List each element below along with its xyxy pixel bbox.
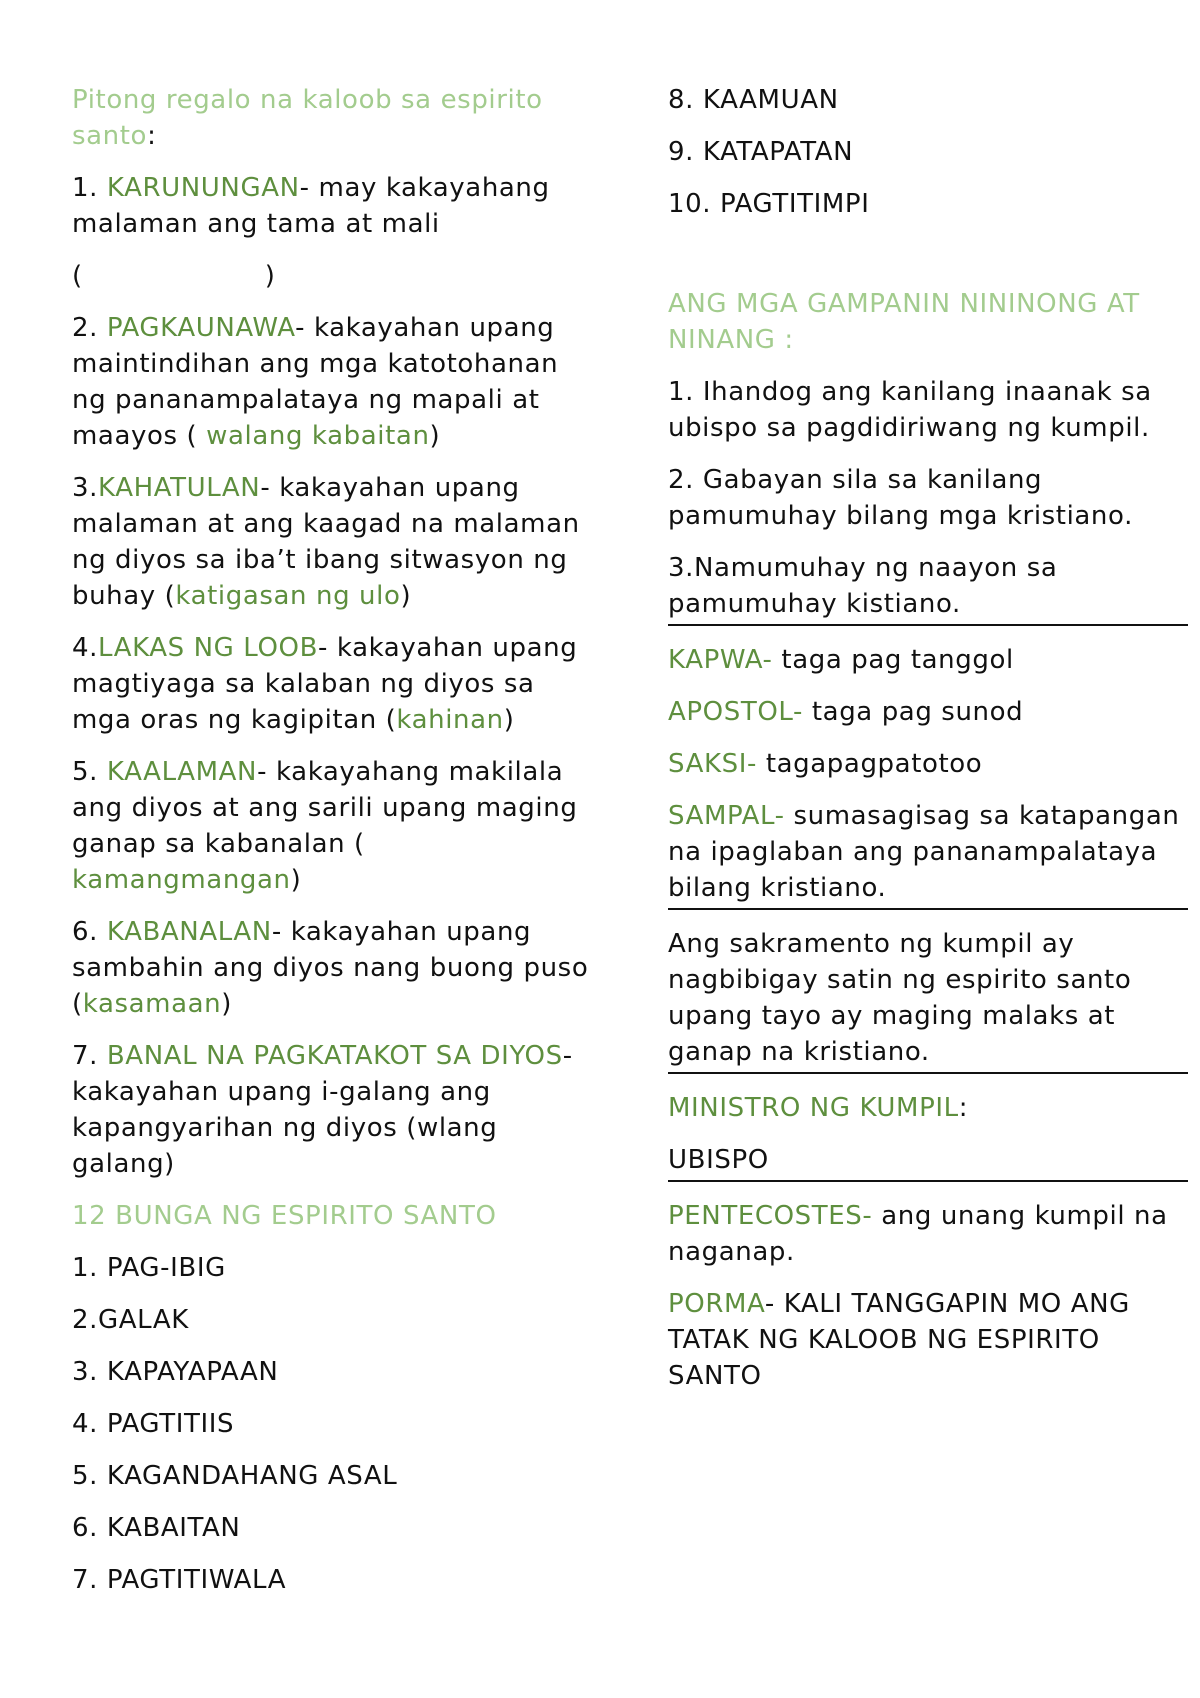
gift-item-6: 6. KABANALAN- kakayahan upang sambahin ang diyos nang buong puso (kasamaan) [72, 917, 589, 1019]
fruit-item: 1. PAG-IBIG [72, 1253, 226, 1283]
left-column [72, 82, 597, 1614]
sponsor-duty: 3.Namumuhay ng naayon sa pamumuhay kistiano. [668, 550, 1188, 626]
sponsors-heading: ANG MGA GAMPANIN NININONG AT NINANG : [668, 289, 1140, 355]
role-sampal: SAMPAL- sumasagisag sa katapangan na ipaglaban ang pananampalataya bilang kristiano. [668, 798, 1188, 910]
gifts-heading: Pitong regalo na kaloob sa espirito santo: [72, 85, 543, 151]
role-apostol: APOSTOL- taga pag sunod [668, 697, 1024, 727]
gift-item-4: 4.LAKAS NG LOOB- kakayahan upang magtiyaga sa kalaban ng diyos sa mga oras ng kagipitan (kahinan) [72, 633, 578, 735]
fruit-item: 6. KABAITAN [72, 1513, 241, 1543]
fruit-item: 5. KAGANDAHANG ASAL [72, 1461, 398, 1491]
gift-item-1: 1. KARUNUNGAN- may kakayahang malaman ang tama at mali [72, 173, 550, 239]
gift-item-2: 2. PAGKAUNAWA- kakayahan upang maintindihan ang mga katotohanan ng pananampalataya ng mapali at maayos ( walang kabaitan) [72, 313, 559, 451]
minister-label: MINISTRO NG KUMPIL: [668, 1093, 969, 1123]
fruit-item: 4. PAGTITIIS [72, 1409, 235, 1439]
gift-1-blank-parenthesis: ( ) [72, 261, 276, 291]
pentecost-item: PENTECOSTES- ang unang kumpil na naganap. [668, 1201, 1168, 1267]
sponsor-duty: 2. Gabayan sila sa kanilang pamumuhay bilang mga kristiano. [668, 465, 1133, 531]
fruits-heading: 12 BUNGA NG ESPIRITO SANTO [72, 1201, 497, 1231]
fruit-item: 7. PAGTITIWALA [72, 1565, 287, 1595]
fruit-item: 2.GALAK [72, 1305, 189, 1335]
gift-item-5: 5. KAALAMAN- kakayahang makilala ang diyos at ang sarili upang maging ganap sa kabanalan ( kamangmangan) [72, 757, 578, 895]
gift-item-3: 3.KAHATULAN- kakayahan upang malaman at ang kaagad na malaman ng diyos sa iba’t ibang sitwasyon ng buhay (katigasan ng ulo) [72, 473, 580, 611]
fruit-item: 9. KATAPATAN [668, 137, 854, 167]
form-item: PORMA- KALI TANGGAPIN MO ANG TATAK NG KALOOB NG ESPIRITO SANTO [668, 1289, 1130, 1391]
role-kapwa: KAPWA- taga pag tanggol [668, 645, 1014, 675]
right-column [668, 82, 1188, 1410]
fruit-item: 3. KAPAYAPAAN [72, 1357, 279, 1387]
role-saksi: SAKSI- tagapagpatotoo [668, 749, 983, 779]
sacrament-definition: Ang sakramento ng kumpil ay nagbibigay satin ng espirito santo upang tayo ay maging malaks at ganap na kristiano. [668, 926, 1188, 1074]
sponsor-duty: 1. Ihandog ang kanilang inaanak sa ubispo sa pagdidiriwang ng kumpil. [668, 377, 1152, 443]
minister-value: UBISPO [668, 1142, 1188, 1182]
gift-item-7: 7. BANAL NA PAGKATAKOT SA DIYOS- kakayahan upang i-galang ang kapangyarihan ng diyos (wlang galang) [72, 1041, 573, 1179]
fruit-item: 10. PAGTITIMPI [668, 189, 870, 219]
fruit-item: 8. KAAMUAN [668, 85, 839, 115]
